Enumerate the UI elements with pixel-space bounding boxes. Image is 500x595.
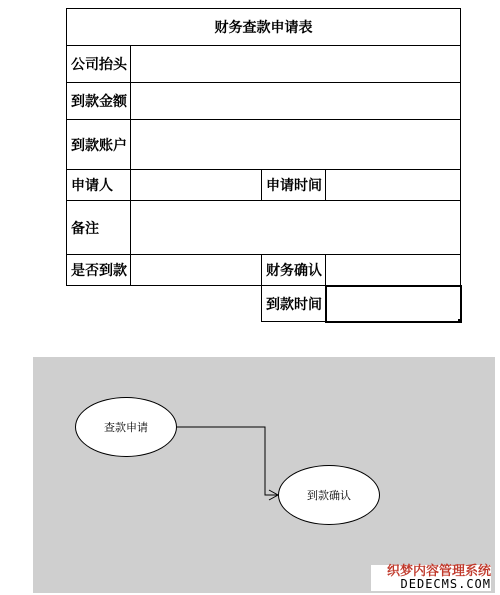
apply-time-label: 申请时间 bbox=[262, 170, 326, 201]
watermark-cn: 织梦内容管理系统 bbox=[386, 563, 491, 579]
remark-label: 备注 bbox=[67, 201, 131, 255]
watermark bbox=[371, 565, 491, 591]
node-receipt-confirm-label: 到款确认 bbox=[307, 489, 351, 502]
account-field[interactable] bbox=[131, 120, 461, 170]
connector-line bbox=[177, 427, 278, 495]
form-title: 财务查款申请表 bbox=[67, 9, 461, 46]
finance-confirm-label: 财务确认 bbox=[262, 255, 326, 286]
workflow-connector bbox=[33, 357, 495, 593]
account-label: 到款账户 bbox=[67, 120, 131, 170]
blank-area bbox=[67, 286, 262, 322]
watermark-en: DEDECMS.COM bbox=[400, 577, 491, 592]
node-inquiry-request-label: 查款申请 bbox=[104, 421, 148, 434]
applicant-field[interactable] bbox=[131, 170, 262, 201]
apply-time-field[interactable] bbox=[326, 170, 461, 201]
selection-resize-handle[interactable] bbox=[458, 319, 461, 322]
node-receipt-confirm[interactable] bbox=[278, 465, 380, 525]
finance-inquiry-form bbox=[66, 8, 462, 323]
amount-field[interactable] bbox=[131, 83, 461, 120]
receipt-time-label: 到款时间 bbox=[262, 286, 326, 322]
company-header-label: 公司抬头 bbox=[67, 46, 131, 83]
amount-label: 到款金额 bbox=[67, 83, 131, 120]
applicant-label: 申请人 bbox=[67, 170, 131, 201]
receipt-time-field[interactable] bbox=[326, 286, 461, 322]
remark-field[interactable] bbox=[131, 201, 461, 255]
received-label: 是否到款 bbox=[67, 255, 131, 286]
finance-confirm-field[interactable] bbox=[326, 255, 461, 286]
workflow-diagram bbox=[33, 357, 495, 593]
company-header-field[interactable] bbox=[131, 46, 461, 83]
node-inquiry-request[interactable] bbox=[75, 397, 177, 457]
received-field[interactable] bbox=[131, 255, 262, 286]
